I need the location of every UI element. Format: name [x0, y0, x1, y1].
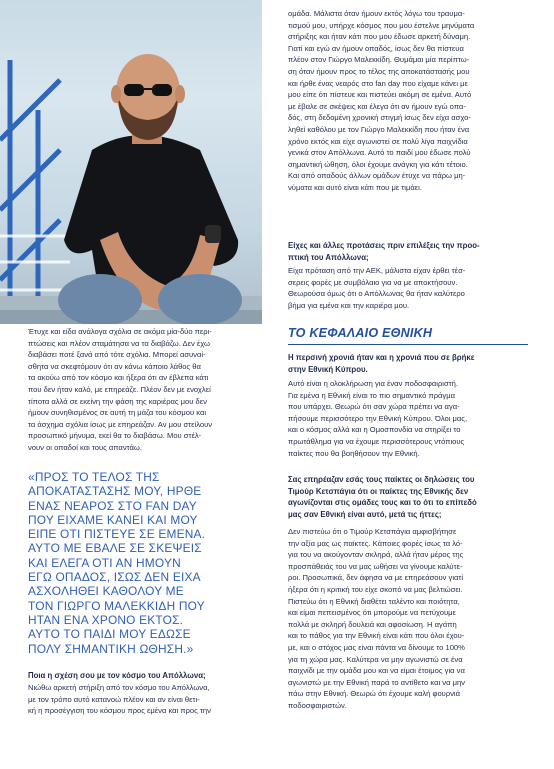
- question-text: μας σαν Εθνική είναι αυτό, μετά τις ήττες;: [288, 509, 442, 519]
- text-line: σημαντική ώθηση, όλοι έχουμε ανάγκη για κάτι τέτοιο.: [288, 159, 468, 169]
- text-line: πτώσεις και πλέον σταμάτησα να τα διαβάζω. Δεν έχω: [28, 338, 210, 348]
- text-line: τισμού μου, υπήρχε κόσμος που μου έστελνε μηνύματα: [288, 20, 475, 30]
- left-intro-text: [28, 326, 260, 454]
- question-national-team: [288, 352, 528, 375]
- text-line: με τον τρόπο αυτό κατανοώ πλέον και αν είναι θετι-: [28, 694, 200, 704]
- text-line: παιχνίδι με την ομάδα μου και να είμαι έτοιμος για να: [288, 666, 465, 676]
- question-offers: [288, 240, 528, 263]
- text-line: και ήρθε ένας νεαρός στο fan day που είχαμε κάνει με: [288, 78, 468, 88]
- text-line: Γιατί και εγώ αν ήμουν οπαδός, ίσως δεν θα πίστευα: [288, 43, 464, 53]
- text-line: και ο κόσμος αλλά και η Ομοσπονδία να στηρίξει το: [288, 425, 461, 435]
- answer-national-team: [288, 378, 528, 459]
- right-paragraph-1: [288, 8, 528, 194]
- text-line: τα άσχημα σχόλια ίσως με επηρεάζαν. Αν μου στείλουν: [28, 419, 213, 429]
- text-line: Για εμένα η Εθνική είναι το πιο σημαντικό πράγμα: [288, 390, 455, 400]
- text-line: προσπάθειάς του να μας ωθήσει να γίνουμε καλύτε-: [288, 561, 463, 571]
- section-title: ΤΟ ΚΕΦΑΛΑΙΟ ΕΘΝΙΚΗ: [288, 326, 433, 340]
- player-photo-illustration: [0, 0, 262, 324]
- text-line: με, και ο στόχος μας είναι πάντα να δίνουμε το 100%: [288, 642, 465, 652]
- quote-line: ΤΟΝ ΓΙΩΡΓΟ ΜΑΛΕΚΚΙΔΗ ΠΟΥ: [28, 598, 205, 613]
- text-line: ση όταν ήμουν προς το τέλος της αποκατάστασής μου: [288, 66, 470, 76]
- quote-line: ΗΤΑΝ ΕΝΑ ΧΡΟΝΟ ΕΚΤΟΣ.: [28, 612, 184, 627]
- text-line: ποδοσφαιριστών.: [288, 700, 347, 710]
- text-line: την αξία μας ως παίκτες. Κάποιες φορές ίσως τα λό-: [288, 538, 463, 548]
- text-line: ροι. Προσωπικά, δεν άφησα να με επηρεάσουν γιατί: [288, 573, 464, 583]
- text-line: βήμα για εμένα και την καριέρα μου.: [288, 300, 410, 310]
- text-line: πρωτάθλημα για να έχουμε περισσότερους ντόπιους: [288, 436, 465, 446]
- text-line: γενικά στον Απόλλωνα. Αυτό το παιδί μου έδωσε πολύ: [288, 148, 471, 158]
- text-line: χρόνο εκτός και είχε αγωνιστεί σε πολύ λίγα παιχνίδια: [288, 136, 468, 146]
- section-divider: [288, 344, 528, 345]
- answer-fans: [28, 682, 260, 717]
- text-line: διαβάσει ποτέ ξανά από τότε σχόλια. Μπορεί ασυναί-: [28, 350, 206, 360]
- question-text: Σας επηρέαζαν εσάς τους παίκτες οι δηλώσεις του: [288, 475, 475, 484]
- text-line: για του να ακούγονταν σκληρά, αλλά ήταν μέρος της: [288, 550, 464, 560]
- text-line: και το πάθος για την Εθνική είναι κάτι που όλοι έχου-: [288, 631, 465, 641]
- quote-line: ΑΠΟΚΑΤΑΣΤΑΣΗΣ ΜΟΥ, ΗΡΘΕ: [28, 484, 202, 499]
- answer-offers: [288, 265, 528, 311]
- text-line: Έτυχε και είδα ανάλογα σχόλια σε ακόμα μία-δύο περι-: [28, 327, 212, 336]
- text-line: Είχα πρόταση από την ΑΕΚ, μάλιστα είχαν έρθει τέσ-: [288, 266, 466, 275]
- text-line: ήξερα ότι η κριτική του είχε σκοπό να μας βελτιώσει.: [288, 584, 463, 594]
- text-line: Και από οπαδούς άλλων ομάδων έτυχε να πάρω μη-: [288, 171, 466, 181]
- text-line: σθητα να σκεφτόμουν ότι αν κάνω κάποιο λάθος θα: [28, 361, 201, 371]
- quote-line: ΑΣΧΟΛΗΘΕΙ ΚΑΘΟΛΟΥ ΜΕ: [28, 584, 184, 599]
- quote-line: ΑΥΤΟ ΤΟ ΠΑΙΔΙ ΜΟΥ ΕΔΩΣΕ: [28, 627, 191, 642]
- question-text: πτική του Απόλλωνα;: [288, 252, 369, 262]
- text-line: νύματα και αυτό είναι κάτι που με τιμάει.: [288, 182, 422, 192]
- text-line: Πιστεύω ότι η Εθνική διαθέτει ταλέντο και ποιότητα,: [288, 596, 460, 606]
- question-text: στην Εθνική Κύπρου.: [288, 364, 368, 374]
- question-coach-statements: [288, 474, 528, 520]
- text-line: ήμουν συνηθισμένος σε αυτή τη μάζα του κόσμου και: [28, 408, 207, 418]
- quote-line: ΠΟΛΥ ΣΗΜΑΝΤΙΚΗ ΩΘΗΣΗ.»: [28, 641, 194, 656]
- text-line: Νιώθω αρκετή στήριξη από τον κόσμο του Απόλλωνα,: [28, 683, 210, 692]
- question-text: Τιμούρ Κετσπάγια ότι οι παίκτες της Εθνικής δεν: [288, 486, 469, 496]
- text-line: Θεωρούσα όμως ότι ο Απόλλωνας θα ήταν καλύτερο: [288, 289, 465, 299]
- text-line: και είμαι πεπεισμένος ότι μπορούμε να πετύχουμε: [288, 608, 456, 618]
- text-line: νουν οι οπαδοί και τους απαντάω.: [28, 442, 142, 452]
- text-line: πήσουμε περισσότερο την Εθνική Κύπρου. Όλοι μας,: [288, 413, 468, 423]
- text-line: με έβαλε σε σκέψεις και έλεγα ότι αν ήμουν εγώ οπα-: [288, 101, 466, 111]
- text-line: κή η προσέγγιση του κόσμου προς εμένα και προς την: [28, 706, 211, 716]
- text-line: που υπάρχει. Θεωρώ ότι σαν χώρα πρέπει να αγα-: [288, 402, 460, 412]
- text-line: πολλά με σκληρή δουλειά και αφοσίωση. Η αγάπη: [288, 619, 457, 629]
- question-text: Η περσινή χρονιά ήταν και η χρονιά που σε βρήκε: [288, 353, 475, 362]
- quote-line: ΕΙΠΕ ΟΤΙ ΠΙΣΤΕΥΕ ΣΕ ΕΜΕΝΑ.: [28, 527, 206, 542]
- quote-line: ΠΟΥ ΕΙΧΑΜΕ ΚΑΝΕΙ ΚΑΙ ΜΟΥ: [28, 512, 198, 527]
- answer-coach-statements: [288, 526, 528, 712]
- question-text: Ποια η σχέση σου με τον κόσμο του Απόλλωνα;: [28, 671, 206, 680]
- quote-line: «ΠΡΟΣ ΤΟ ΤΕΛΟΣ ΤΗΣ: [28, 470, 160, 484]
- text-line: μου είπε ότι πίστευε και πιστεύει ακόμη σε εμένα. Αυτό: [288, 90, 472, 100]
- text-line: ομάδα. Μάλιστα όταν ήμουν εκτός λόγω του τραυμα-: [288, 9, 465, 18]
- text-line: πάω στην Εθνική. Θεωρώ ότι έχουμε καλή φουρνιά: [288, 689, 461, 699]
- text-line: δός, στη δεδομένη χρονική στιγμή ίσως δεν είχα ασχο-: [288, 113, 471, 123]
- text-line: παίκτες που θα βοηθήσουν την Εθνική.: [288, 448, 420, 458]
- text-line: που δεν ήταν καλό, με επηρεάζε. Πλέον δεν με ενοχλεί: [28, 384, 211, 394]
- quote-line: ΕΝΑΣ ΝΕΑΡΟΣ ΣΤΟ FAN DAY: [28, 498, 197, 513]
- question-fans: [28, 670, 260, 682]
- text-line: τα ακούω από τον κόσμο και ήξερα ότι αν έβλεπα κάτι: [28, 373, 209, 383]
- text-line: τίποτα αλλά σε εκείνη την φάση της καριέρας μου δεν: [28, 396, 207, 406]
- text-line: στήριξης και ήταν κάτι που μου έδωσε αρκετή δύναμη.: [288, 32, 471, 42]
- quote-line: ΚΑΙ ΕΛΕΓΑ ΟΤΙ ΑΝ ΗΜΟΥΝ: [28, 555, 181, 570]
- quote-line: ΕΓΩ ΟΠΑΔΟΣ, ΙΣΩΣ ΔΕΝ ΕΙΧΑ: [28, 570, 201, 585]
- player-photo: [0, 0, 262, 324]
- text-line: ληθεί καθόλου με τον Γιώργο Μαλεκκίδη που ήταν ένα: [288, 124, 470, 134]
- text-line: Δεν πιστεύω ότι ο Τιμούρ Κετσπάγια αμφισβήτησε: [288, 527, 457, 536]
- text-line: για τη χώρα μας. Καλύτερα να μην αγωνιστώ σε ένα: [288, 654, 463, 664]
- text-line: σερεις φορές με συμβόλαιο για να με αποκτήσουν.: [288, 277, 458, 287]
- question-text: αγωνίζονται στις ομάδες τους και το ότι το επίπεδό: [288, 498, 477, 508]
- question-text: Είχες και άλλες προτάσεις πριν επιλέξεις την προο-: [288, 241, 480, 250]
- text-line: προσωπικό μήνυμα, εκεί θα το διαβάσω. Μου στέλ-: [28, 431, 202, 441]
- pull-quote: [28, 470, 262, 656]
- text-line: Αυτό είναι η ολοκλήρωση για έναν ποδοσφαιριστή.: [288, 379, 458, 388]
- text-line: πλέον στον Γιώργο Μαλεκκίδη. Θυμάμαι μία περίπτω-: [288, 55, 470, 65]
- quote-line: ΑΥΤΟ ΜΕ ΕΒΑΛΕ ΣΕ ΣΚΕΨΕΙΣ: [28, 541, 202, 556]
- text-line: αγωνιστώ με την Εθνική παρά το αντίθετο και να μην: [288, 677, 465, 687]
